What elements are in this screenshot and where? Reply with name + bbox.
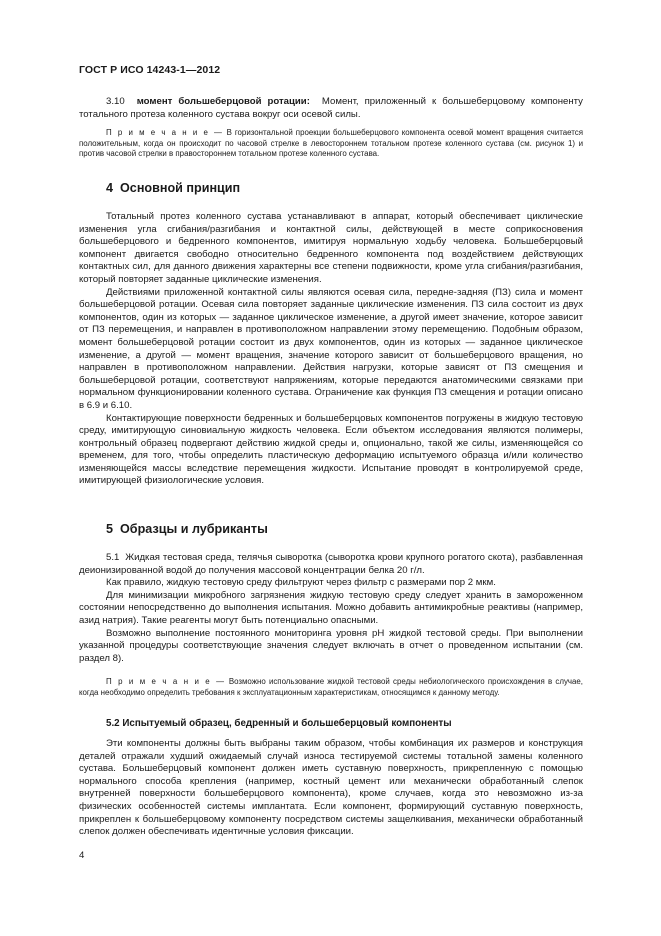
section-heading [79,181,583,195]
note-2 [79,677,583,698]
paragraph: Действиями приложенной контактной силы являются осевая сила, передне-задняя (ПЗ) сила и момент большеберцовой ротации. Осевая сила повторяет заданные циклические изменения. ПЗ сила состоит из двух компонентов, один из которых — заданное циклическое изменение, а другой имеет значение, которое зависит от ПЗ перемещения, и направлен в противоположном направлении этому перемещению. Подобным образом, момент большеберцовой ротации состоит из двух компонентов, один из которых — заданное циклическое изменение, а другой — момент вращения, значение которого зависит от большеберцового вращения, но направлен в противоположном направлении. Действия нагрузки, которые зависят от ПЗ смещения и большеберцовой ротации, соответствуют напряжениям, которые передаются анатомическими связками при нормальном функционировании коленного сустава. Ограничение как функция ПЗ смещения и ротации описано в 6.9 и 6.10. [79,286,583,411]
clause-number: 5.1 [106,552,120,563]
section-4-body [79,211,583,488]
section-5-body [79,552,583,665]
subsection-5-2-body [79,738,583,839]
definition-text: Момент, приложенный к большеберцовому компоненту тотального протеза коленного сустава вокруг оси осевой силы. [79,96,583,120]
section-4-heading [79,181,583,195]
note-text: В горизонтальной проекции большеберцового компонента осевой момент вращения считается положительным, когда он происходит по часовой стрелке в левостороннем тотальном протезе коленного сустава (см. рисунок 1) и против часовой стрелки в правостороннем тотальном протезе коленного сустава. [79,128,583,158]
definition-paragraph [79,96,583,121]
term: момент большеберцовой ротации: [136,96,310,107]
paragraph: Контактирующие поверхности бедренных и большеберцовых компонентов погружены в жидкую тестовую среду, имитирующую синовиальную жидкость человека. Если объектом исследования являются полимеры, контрольный образец подвергают действию жидкой среды и, опционально, такой же силы, изменяющейся со временем, для того, чтобы определить пластическую деформацию испытуемого образца и/или количество изменяющейся массы вследствие перемещения жидкости. Испытание проводят в контролируемой среде, имитирующей физиологические условия. [79,412,583,487]
section-5-heading [79,522,583,536]
note-label: П р и м е ч а н и е — [106,128,224,137]
section-title: Образцы и лубриканты [120,522,268,536]
paragraph: Эти компоненты должны быть выбраны таким образом, чтобы комбинация их размеров и конструкция деталей отражали худший ожидаемый случай износа тестируемой системы тотальной замены коленного сустава. Большеберцовый компонент должен иметь суставную поверхность, прикрепленную с помощью нормального способа крепления (например, костный цемент или механически обработанный слепок внутренней поверхности большеберцового компонента), кроме случаев, когда это невозможно из-за физических особенностей системы имплантата. Если компонент, формирующий суставную поверхность, прикреплен к большеберцовому компоненту посредством системы защелкивания, механически обработанный слепок должен обеспечивать идентичные условия фиксации. [79,738,583,838]
note-paragraph [79,128,583,160]
note-1 [79,128,583,160]
paragraph: Тотальный протез коленного сустава устанавливают в аппарат, который обеспечивает циклические изменения угла сгибания/разгибания и контактной силы, действующей в месте соприкосновения большеберцового и бедренного компонентов, имитируя нормальную ходьбу человека. Большеберцовый компонент двигается свободно относительно бедренного компонента под воздействием действующих контактных сил, для данного движения характерны все степени подвижности, кроме угла сгибания/разгибания, который повторяет заданные циклические изменения. [79,211,583,285]
paragraph [79,552,583,577]
note-text: Возможно использование жидкой тестовой среды небиологического происхождения в случае, когда необходимо определить требования к эксплуатационным характеристикам, относящимся к данному методу. [79,677,583,697]
section-number: 4 [106,181,114,195]
page-number: 4 [79,850,85,861]
clause-number: 3.10 [106,96,125,107]
subsection-title: 5.2 Испытуемый образец, бедренный и большеберцовый компоненты [106,718,452,729]
section-number: 5 [106,522,114,536]
definition-3-10 [79,96,583,121]
paragraph: Возможно выполнение постоянного мониторинга уровня pH жидкой тестовой среды. При выполнении указанной процедуры соответствующие значения следует включать в отчет о проведенном испытании (см. раздел 8). [79,627,583,664]
section-title: Основной принцип [120,181,241,195]
section-heading [79,522,583,536]
subsection-5-2-heading [79,718,583,729]
paragraph: Для минимизации микробного загрязнения жидкую тестовую среду следует хранить в замороженном состоянии непосредственно до выполнения испытания. Можно добавить антимикробные реактивы (например, азид натрия). Такие реагенты могут быть потенциально опасными. [79,589,583,626]
paragraph: Как правило, жидкую тестовую среду фильтруют через фильтр с размерами пор 2 мкм. [106,577,496,589]
note-label: П р и м е ч а н и е — [106,677,226,686]
document-header: ГОСТ Р ИСО 14243-1—2012 [79,64,221,76]
clause-text: Жидкая тестовая среда, телячья сыворотка (сыворотка крови крупного рогатого скота), разбавленная деионизированной водой до получения массовой концентрации белка 20 г/л. [79,552,583,576]
note-paragraph [79,677,583,698]
